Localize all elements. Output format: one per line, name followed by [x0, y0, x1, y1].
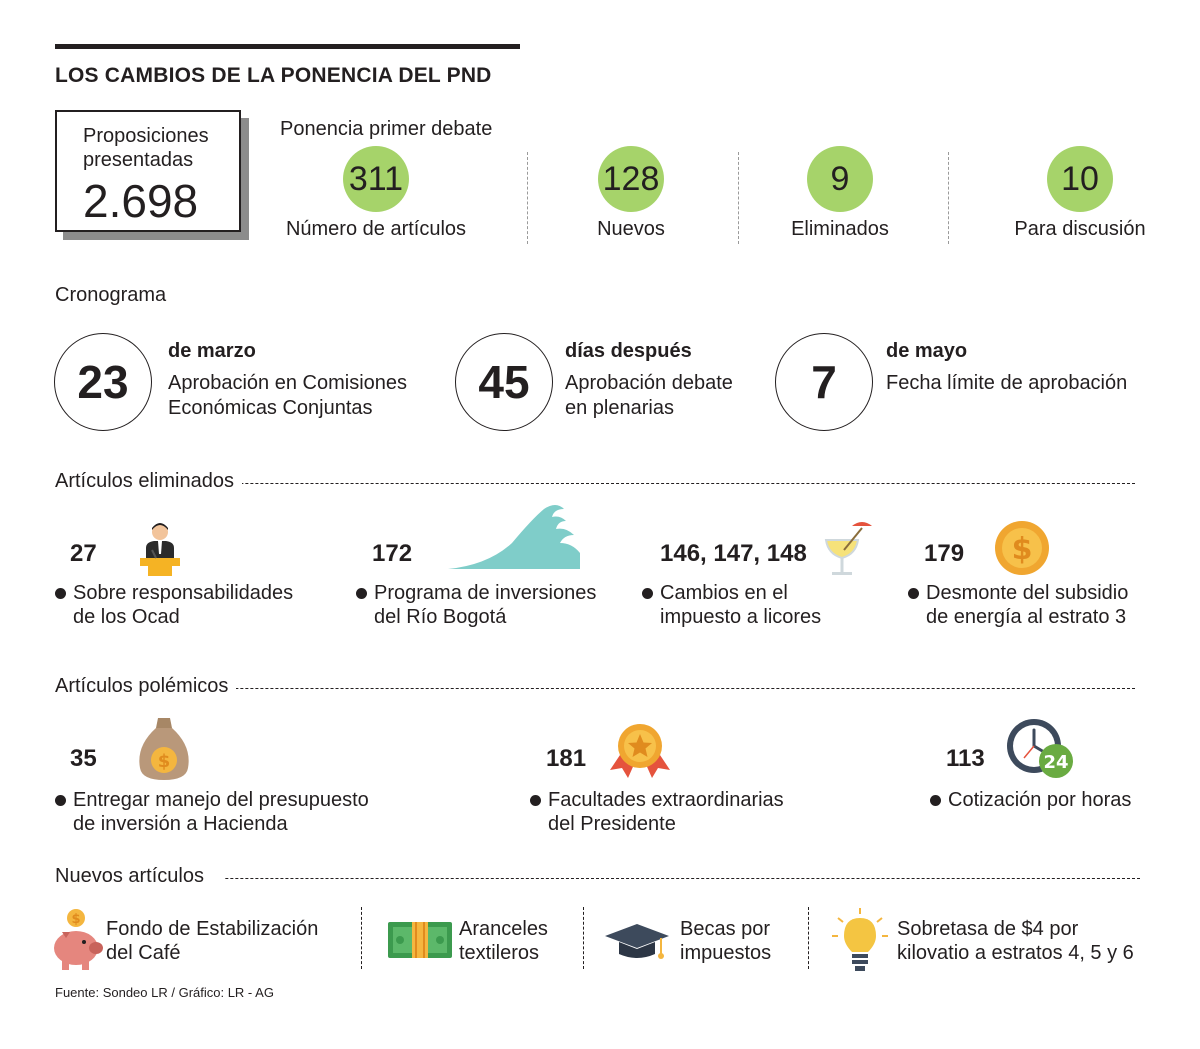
bullet-dot [530, 795, 541, 806]
article-number: 27 [70, 540, 97, 567]
text-line: Aranceles [459, 918, 548, 940]
desc-line: de inversión a Hacienda [73, 813, 288, 835]
wave-icon [448, 503, 580, 569]
stat-value: 128 [598, 146, 664, 212]
new-article-text [106, 917, 318, 965]
article-description [55, 788, 369, 836]
svg-text:$: $ [71, 912, 81, 927]
article-description [930, 788, 1131, 812]
proposiciones-label: Proposiciones presentadas [83, 125, 209, 171]
proposiciones-value: 2.698 [83, 175, 199, 227]
text-line: del Café [106, 942, 181, 964]
bullet-dot [908, 588, 919, 599]
stat-nuevos [531, 146, 731, 241]
article-number: 113 [946, 745, 985, 772]
stat-articulos [276, 146, 476, 241]
crono-text [168, 371, 407, 421]
medal-icon [608, 722, 672, 778]
ponencia-title: Ponencia primer debate [280, 118, 493, 140]
crono-number: 23 [54, 333, 152, 431]
text-line: Sobretasa de $4 por [897, 918, 1079, 940]
desc-line: Programa de inversiones [374, 582, 597, 604]
desc-line: del Presidente [548, 813, 676, 835]
crono-head: de marzo [168, 340, 256, 362]
desc-line: del Río Bogotá [374, 606, 507, 628]
article-number: 181 [546, 745, 587, 772]
crono-text [886, 371, 1127, 396]
new-article-text [680, 917, 771, 965]
svg-text:$: $ [157, 751, 171, 772]
desc-line: impuesto a licores [660, 606, 822, 628]
crono-text-line: en plenarias [565, 397, 674, 419]
crono-text [565, 371, 733, 421]
stat-value: 10 [1047, 146, 1113, 212]
article-number: 146, 147, 148 [660, 540, 807, 567]
desc-line: Desmonte del subsidio [926, 582, 1129, 604]
article-description [356, 581, 596, 629]
crono-head: días después [565, 340, 692, 362]
clock-badge-text: 24 [1043, 752, 1069, 773]
desc-line: Cotización por horas [948, 789, 1132, 811]
crono-text-line: Fecha límite de aprobación [886, 372, 1128, 394]
stat-label: Nuevos [597, 218, 665, 240]
desc-line: Facultades extraordinarias [548, 789, 784, 811]
text-line: Fondo de Estabilización [106, 918, 319, 940]
bullet-dot [55, 795, 66, 806]
desc-line: de los Ocad [73, 606, 180, 628]
text-line: impuestos [680, 942, 772, 964]
crono-text-line: Económicas Conjuntas [168, 397, 373, 419]
cronograma-title: Cronograma [55, 284, 174, 307]
text-line: kilovatio a estratos 4, 5 y 6 [897, 942, 1134, 964]
crono-number: 7 [775, 333, 873, 431]
new-article-text [897, 917, 1134, 965]
proposiciones-box [55, 110, 241, 232]
banknote-icon [388, 922, 452, 958]
stat-discusion [980, 146, 1180, 241]
article-description [908, 581, 1128, 629]
divider [361, 907, 362, 969]
bullet-dot [356, 588, 367, 599]
article-description [642, 581, 821, 629]
text-line: textileros [459, 942, 540, 964]
stat-label: Eliminados [791, 218, 889, 240]
desc-line: de energía al estrato 3 [926, 606, 1127, 628]
divider [738, 152, 739, 244]
title-rule [55, 44, 520, 49]
crono-head: de mayo [886, 340, 968, 362]
article-number: 35 [70, 745, 97, 772]
graduation-cap-icon [603, 922, 671, 962]
article-number: 179 [924, 540, 965, 567]
stat-label: Para discusión [1014, 218, 1146, 240]
bullet-dot [930, 795, 941, 806]
divider [948, 152, 949, 244]
desc-line: Entregar manejo del presupuesto [73, 789, 369, 811]
article-description [55, 581, 293, 629]
crono-number: 45 [455, 333, 553, 431]
divider [527, 152, 528, 244]
svg-text:$: $ [1011, 532, 1033, 567]
eliminados-title: Artículos eliminados [55, 470, 242, 493]
page-title: LOS CAMBIOS DE LA PONENCIA DEL PND [55, 64, 492, 87]
bullet-dot [55, 588, 66, 599]
crono-text-line: Aprobación debate [565, 372, 733, 394]
desc-line: Cambios en el [660, 582, 788, 604]
cocktail-icon [822, 520, 878, 578]
money-bag-icon [136, 716, 192, 782]
light-bulb-icon [832, 908, 888, 974]
new-article-text [459, 917, 548, 965]
article-description [530, 788, 784, 836]
desc-line: Sobre responsabilidades [73, 582, 294, 604]
piggy-bank-icon [52, 908, 104, 972]
divider [808, 907, 809, 969]
text-line: Becas por [680, 918, 771, 940]
speaker-podium-icon [132, 520, 188, 576]
bullet-dot [642, 588, 653, 599]
stat-eliminados [740, 146, 940, 241]
divider [583, 907, 584, 969]
clock-24-icon [1006, 718, 1076, 780]
stat-label: Número de artículos [285, 218, 467, 240]
crono-text-line: Aprobación en Comisiones [168, 372, 408, 394]
stat-value: 311 [343, 146, 409, 212]
polemicos-title: Artículos polémicos [55, 675, 236, 698]
dollar-coin-icon [994, 520, 1050, 576]
stat-value: 9 [807, 146, 873, 212]
nuevos-title: Nuevos artículos [55, 865, 224, 888]
source-credit: Fuente: Sondeo LR / Gráfico: LR - AG [55, 985, 274, 1000]
article-number: 172 [372, 540, 413, 567]
